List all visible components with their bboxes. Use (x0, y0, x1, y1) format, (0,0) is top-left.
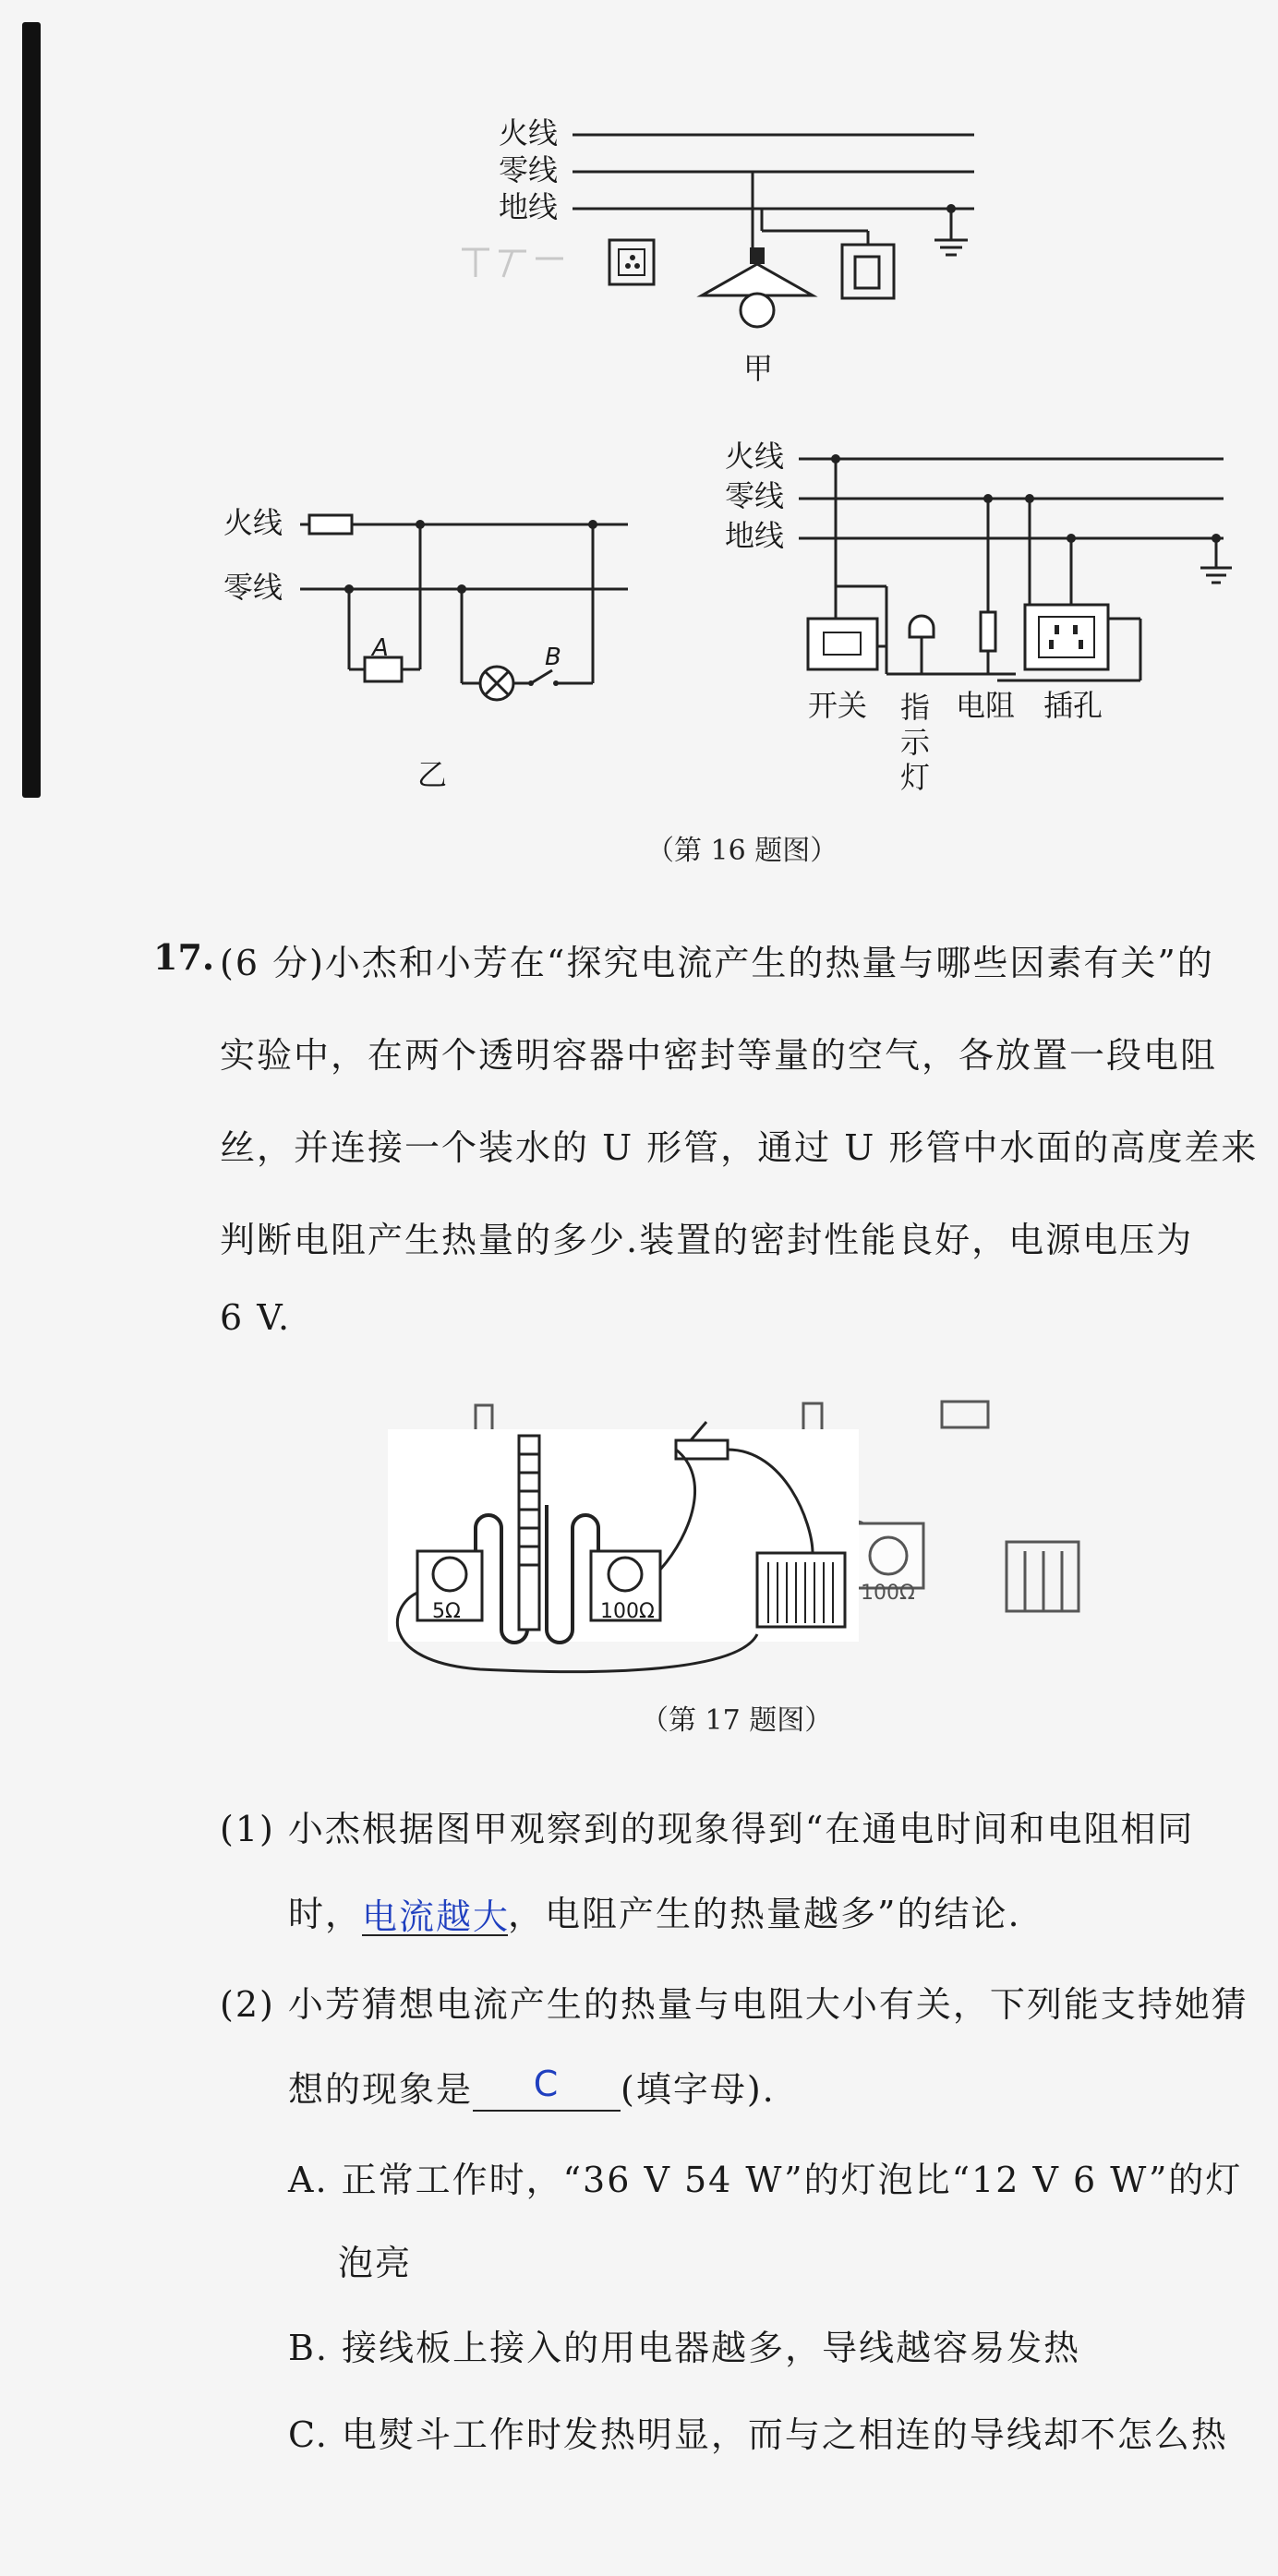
sub1-line-1: (1) 小杰根据图甲观察到的现象得到“在通电时间和电阻相同 (220, 1809, 1195, 1849)
sub2-line-1: (2) 小芳猜想电流产生的热量与电阻大小有关，下列能支持她猜 (220, 1984, 1248, 2025)
option-a-line-2: 泡亮 (338, 2243, 413, 2283)
figure17 (351, 1394, 1117, 1708)
sub2-suffix: (填字母). (621, 2069, 776, 2110)
sub1-answer-blank[interactable] (362, 1894, 511, 1937)
q17-line-5: 6 V. (220, 1297, 292, 1338)
q17-line-1: (6 分)小杰和小芳在“探究电流产生的热量与哪些因素有关”的 (220, 943, 1214, 983)
option-b: B. 接线板上接入的用电器越多，导线越容易发热 (288, 2328, 1081, 2368)
figure16-bing (720, 429, 1256, 808)
figure16-yi (212, 489, 656, 794)
jia-live-label: 火线 (499, 115, 559, 150)
sub1-prefix: 时， (288, 1894, 363, 1934)
yi-label: 乙 (417, 757, 448, 792)
jia-label: 甲 (743, 351, 774, 386)
yi-neutral-label: 零线 (223, 570, 283, 605)
bing-part-resistor: 电阻 (956, 688, 1016, 723)
q17-line-4: 判断电阻产生热量的多少.装置的密封性能良好，电源电压为 (220, 1220, 1194, 1260)
jia-neutral-label: 零线 (499, 152, 559, 187)
figure17-resistor-mid: 100Ω (600, 1600, 655, 1623)
binding-strip (22, 22, 41, 798)
figure16-caption: （第 16 题图） (646, 835, 838, 867)
figure17-resistor-left: 5Ω (432, 1600, 461, 1623)
bing-neutral-label: 零线 (725, 478, 785, 513)
watermark (462, 247, 563, 277)
sub2-answer-blank[interactable] (473, 2064, 621, 2112)
q17-line-2: 实验中，在两个透明容器中密封等量的空气，各放置一段电阻 (220, 1035, 1218, 1076)
yi-live-label: 火线 (223, 505, 283, 540)
jia-ground-label: 地线 (499, 189, 559, 224)
bing-part-indicator: 指示灯 (900, 690, 931, 795)
sub2-prefix: 想的现象是 (288, 2069, 474, 2110)
q17-line-3: 丝，并连接一个装水的 U 形管，通过 U 形管中水面的高度差来 (220, 1127, 1259, 1168)
bing-part-socket: 插孔 (1043, 688, 1103, 723)
option-c: C. 电熨斗工作时发热明显，而与之相连的导线却不怎么热 (288, 2414, 1228, 2455)
bing-live-label: 火线 (725, 439, 785, 474)
question-number: 17. (153, 936, 215, 978)
bing-ground-label: 地线 (725, 518, 785, 553)
option-a-line-1: A. 正常工作时，“36 V 54 W”的灯泡比“12 V 6 W”的灯 (288, 2160, 1243, 2200)
figure17-caption: （第 17 题图） (641, 1704, 833, 1737)
sub1-answer: 电流越大 (362, 1896, 511, 1937)
yi-component-b: B (545, 644, 561, 671)
figure17-resistor-right: 100Ω (861, 1582, 915, 1605)
figure16-jia (462, 102, 1034, 397)
sub1-line-2 (288, 1885, 1021, 1936)
sub2-line-2 (288, 2061, 776, 2112)
yi-component-a: A (372, 634, 389, 662)
sub2-answer: C (533, 2064, 561, 2104)
sub1-suffix: ，电阻产生的热量越多”的结论. (508, 1894, 1021, 1934)
bing-part-switch: 开关 (808, 688, 868, 723)
